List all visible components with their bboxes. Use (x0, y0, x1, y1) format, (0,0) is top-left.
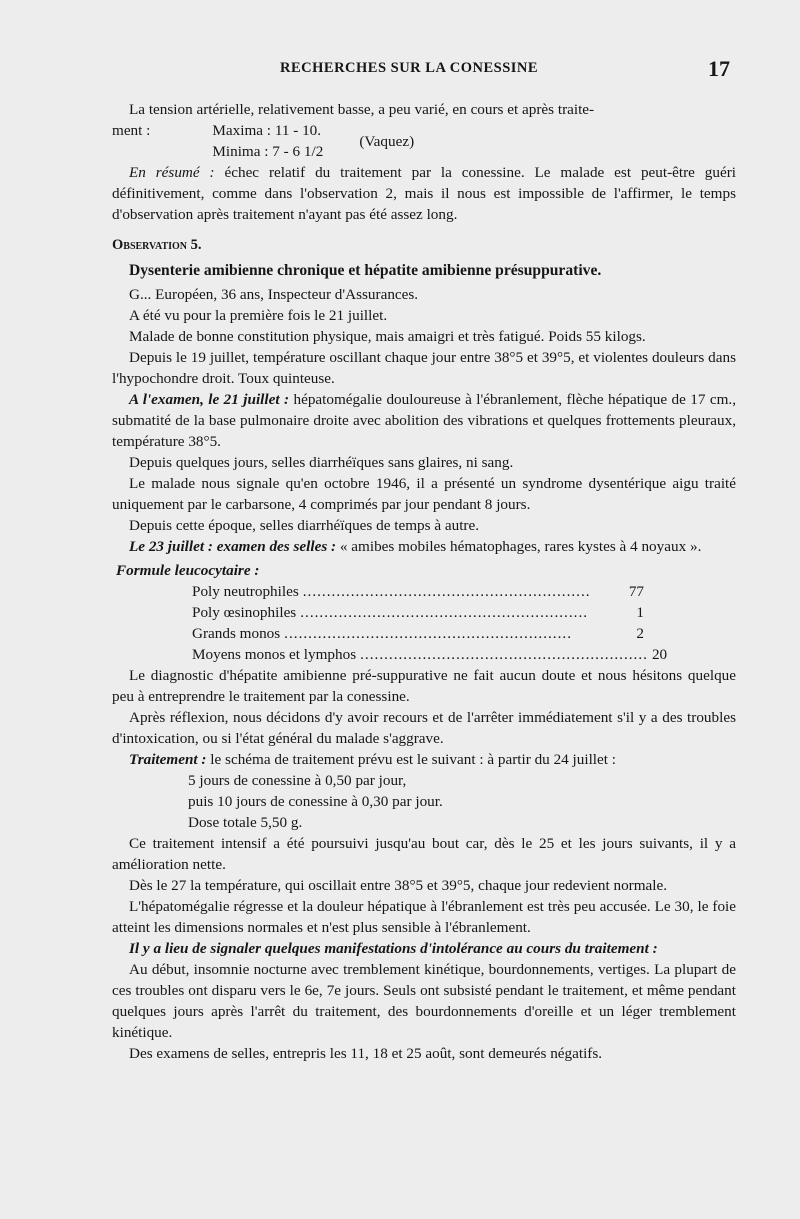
leuco-row (192, 644, 668, 665)
leader-dots: ............................................................ (302, 583, 591, 600)
traitement-paragraph (112, 749, 736, 770)
paragraph: Des examens de selles, entrepris les 11, 18 et 25 août, sont demeurés négatifs. (129, 1045, 603, 1062)
leuco-value: 1 (636, 604, 644, 621)
dose-line: 5 jours de conessine à 0,50 par jour, (188, 772, 407, 789)
observation-title: Observation 5. (112, 237, 202, 253)
page-number: 17 (708, 56, 730, 81)
resume-label: En résumé : (129, 164, 215, 181)
leuco-label: Poly œsinophiles (192, 604, 297, 621)
paragraph: L'hépatomégalie régresse et la douleur hépatique à l'ébranlement est très peu accusée. Le 30, le foie atteint les dimensions normales et n'est plus sensible à l'ébranlement. (112, 898, 736, 936)
leuco-row (192, 623, 644, 644)
selles-text: « amibes mobiles hématophages, rares kystes à 4 noyaux ». (336, 538, 702, 555)
traitement-text: le schéma de traitement prévu est le suivant : à partir du 24 juillet : (206, 751, 616, 768)
traitement-label: Traitement : (129, 751, 207, 768)
resume-text: échec relatif du traitement par la conessine. Le malade est peut-être guéri définitivement, comme dans l'observation 2, mais il nous est impossible de l'affirmer, le temps d'observation après traitement n'ayant pas été assez long. (112, 164, 737, 223)
intolerance-heading: Il y a lieu de signaler quelques manifestations d'intolérance au cours du traitement : (129, 940, 658, 957)
leuco-value: 20 (651, 646, 668, 663)
tension-source: (Vaquez) (359, 132, 415, 150)
examen-paragraph (112, 389, 736, 452)
leader-dots: ............................................................ (300, 604, 589, 621)
leader-dots: ............................................................ (360, 646, 648, 663)
tension-intro: La tension artérielle, relativement basse, a peu varié, en cours et après traite- (129, 101, 595, 118)
selles-paragraph (112, 536, 736, 557)
tension-minima: Minima : 7 - 6 1/2 (212, 143, 324, 160)
leuco-title: Formule leucocytaire : (116, 562, 260, 579)
observation-subtitle: Dysenterie amibienne chronique et hépatite amibienne présuppurative. (129, 262, 602, 279)
tension-maxima: Maxima : 11 - 10. (212, 122, 322, 139)
leuco-label: Moyens monos et lymphos (192, 646, 357, 663)
leuco-value: 2 (636, 625, 644, 642)
body-text (112, 99, 736, 1064)
examen-text: hépatomégalie douloureuse à l'ébranlement, flèche hépatique de 17 cm., submatité de la base pulmonaire droite avec abolition des vibrations et quelques frottements pleuraux, température 38°5. (112, 391, 736, 450)
tension-values (112, 120, 736, 162)
paragraph: G... Européen, 36 ans, Inspecteur d'Assurances. (129, 286, 419, 303)
tension-minmax (212, 120, 323, 162)
paragraph: Ce traitement intensif a été poursuivi jusqu'au bout car, dès le 25 et les jours suivants, il y a amélioration nette. (112, 835, 736, 873)
running-header: RECHERCHES SUR LA CONESSINE (280, 60, 539, 76)
dose-line: puis 10 jours de conessine à 0,30 par jour. (188, 793, 443, 810)
tension-lead: ment : (112, 122, 151, 139)
examen-label: A l'examen, le 21 juillet : (129, 391, 290, 408)
selles-label: Le 23 juillet : examen des selles : (129, 538, 337, 555)
leuco-label: Poly neutrophiles (192, 583, 299, 600)
leader-dots: ............................................................ (284, 625, 572, 642)
paragraph: Malade de bonne constitution physique, mais amaigri et très fatigué. Poids 55 kilogs. (129, 328, 646, 345)
paragraph: Depuis le 19 juillet, température oscillant chaque jour entre 38°5 et 39°5, et violentes douleurs dans l'hypochondre droit. Toux quinteuse. (112, 349, 736, 387)
paragraph: Le malade nous signale qu'en octobre 1946, il a présenté un syndrome dysentérique aigu traité uniquement par le carbarsone, 4 comprimés par jour pendant 8 jours. (112, 475, 736, 513)
leuco-table (112, 581, 736, 665)
leuco-label: Grands monos (192, 625, 281, 642)
resume-paragraph (112, 162, 736, 225)
leuco-value: 77 (628, 583, 644, 600)
dose-line: Dose totale 5,50 g. (188, 814, 303, 831)
paragraph: A été vu pour la première fois le 21 juillet. (129, 307, 388, 324)
leuco-row (192, 581, 644, 602)
leuco-row (192, 602, 644, 623)
paragraph: Depuis cette époque, selles diarrhéïques de temps à autre. (129, 517, 480, 534)
paragraph: Dès le 27 la température, qui oscillait entre 38°5 et 39°5, chaque jour redevient normale. (129, 877, 668, 894)
paragraph: Après réflexion, nous décidons d'y avoir recours et de l'arrêter immédiatement s'il y a des troubles d'intoxication, ou si l'état général du malade s'aggrave. (112, 709, 736, 747)
paragraph: Au début, insomnie nocturne avec tremblement kinétique, bourdonnements, vertiges. La plupart de ces troubles ont disparu vers le 6e, 7e jours. Seuls ont subsisté pendant le traitement, et même pendant quelques jours après l'arrêt du traitement, des bourdonnements d'oreille et un léger tremblement kinétique. (112, 961, 736, 1041)
paragraph: Depuis quelques jours, selles diarrhéïques sans glaires, ni sang. (129, 454, 514, 471)
paragraph: Le diagnostic d'hépatite amibienne pré-suppurative ne fait aucun doute et nous hésitons quelque peu à entreprendre le traitement par la conessine. (112, 667, 736, 705)
